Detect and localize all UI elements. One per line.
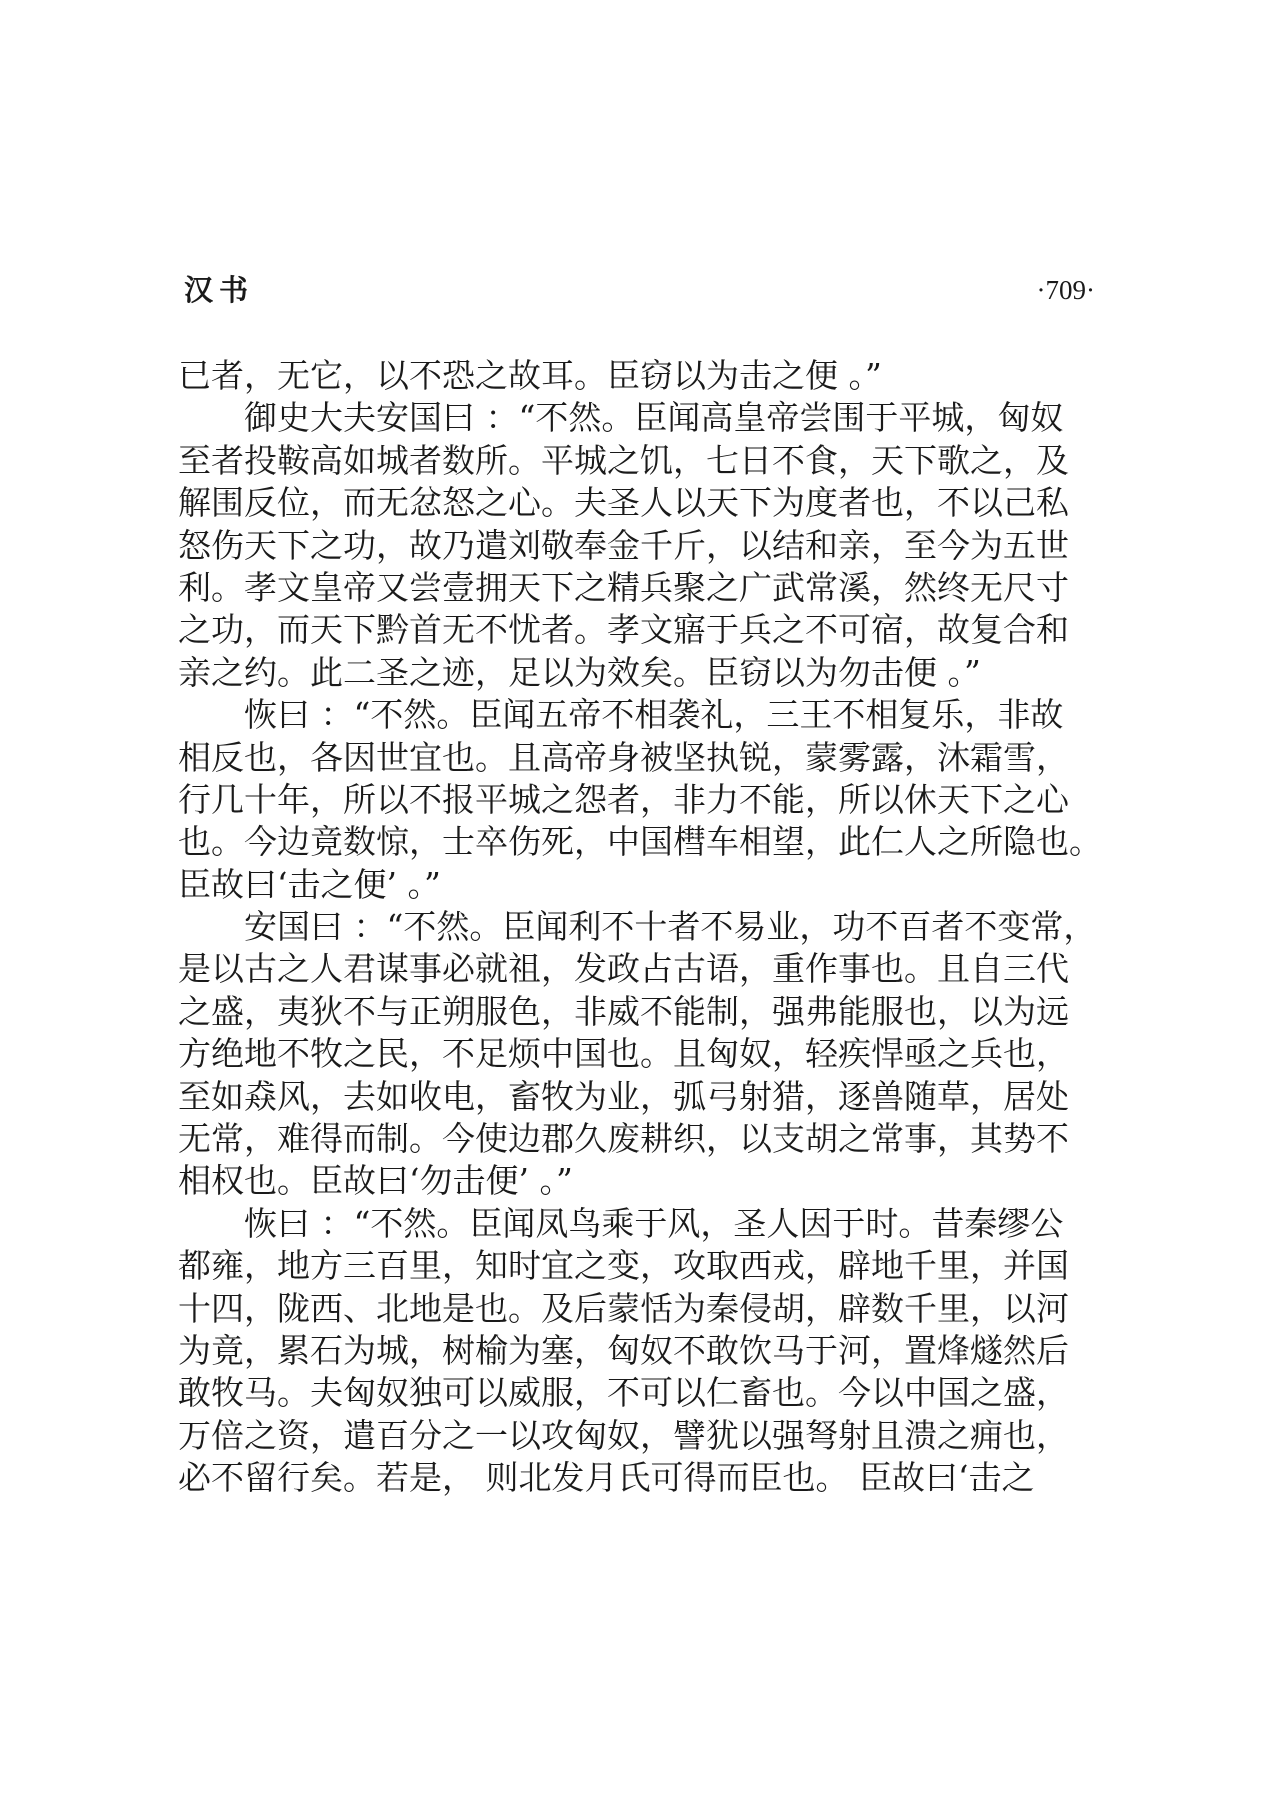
text-line: 利。孝文皇帝又尝壹拥天下之精兵聚之广武常溪，然终无尺寸 bbox=[178, 567, 1069, 607]
text-line: 怒伤天下之功，故乃遣刘敬奉金千斤，以结和亲，至今为五世 bbox=[178, 525, 1069, 565]
text-line: 至者投鞍高如城者数所。平城之饥，七日不食，天下歌之，及 bbox=[178, 440, 1069, 480]
text-line: 敢牧马。夫匈奴独可以威服，不可以仁畜也。今以中国之盛， bbox=[178, 1373, 1069, 1413]
paragraph-first-line: 恢曰 ：“不然。臣闻凤鸟乘于风，圣人因于时。昔秦缪公 bbox=[244, 1203, 1064, 1243]
text-line: 是以古之人君谋事必就祖，发政占古语，重作事也。且自三代 bbox=[178, 949, 1069, 989]
text-line: 方绝地不牧之民，不足烦中国也。且匈奴，轻疾悍亟之兵也， bbox=[178, 1034, 1069, 1074]
text-line: 之盛，夷狄不与正朔服色，非威不能制，强弗能服也，以为远 bbox=[178, 991, 1069, 1031]
text-line: 行几十年，所以不报平城之怨者，非力不能，所以休天下之心 bbox=[178, 779, 1069, 819]
text-line: 无常，难得而制。今使边郡久废耕织，以支胡之常事，其势不 bbox=[178, 1119, 1069, 1159]
running-title: 汉书 bbox=[184, 273, 255, 307]
text-line: 之功，而天下黔首无不忧者。孝文寤于兵之不可宿，故复合和 bbox=[178, 610, 1069, 650]
paragraph-first-line: 恢曰 ：“不然。臣闻五帝不相袭礼，三王不相复乐，非故 bbox=[244, 695, 1064, 735]
page-header bbox=[184, 270, 1095, 310]
text-line: 必不留行矣。若是， 则北发月氏可得而臣也。 臣故曰‘击之 bbox=[178, 1458, 1035, 1498]
text-line: 万倍之资，遣百分之一以攻匈奴，譬犹以强弩射且溃之痈也， bbox=[178, 1415, 1069, 1455]
paragraph-first-line: 安国曰 ：“不然。臣闻利不十者不易业，功不百者不变常， bbox=[244, 907, 1097, 947]
text-line: 相反也，各因世宜也。且高帝身被坚执锐，蒙雾露，沐霜雪， bbox=[178, 737, 1069, 777]
page-number: ·709· bbox=[1036, 275, 1095, 305]
text-line: 亲之约。此二圣之迹，足以为效矣。臣窃以为勿击便 。” bbox=[178, 652, 981, 692]
text-line: 已者，无它，以不恐之故耳。臣窃以为击之便 。” bbox=[178, 356, 882, 395]
text-line: 解围反位，而无忿怒之心。夫圣人以天下为度者也，不以己私 bbox=[178, 483, 1069, 523]
text-line: 为竟，累石为城，树榆为塞，匈奴不敢饮马于河，置烽燧然后 bbox=[178, 1330, 1069, 1370]
paragraph-first-line: 御史大夫安国曰 ：“不然。臣闻高皇帝尝围于平城，匈奴 bbox=[244, 398, 1064, 438]
text-line: 相权也。臣故曰‘勿击便’ 。” bbox=[178, 1161, 573, 1201]
text-line: 臣故曰‘击之便’ 。” bbox=[178, 864, 441, 904]
body-text bbox=[178, 355, 1103, 1500]
text-line: 也。今边竟数惊，士卒伤死，中国槥车相望，此仁人之所隐也。 bbox=[178, 822, 1102, 862]
text-line: 都雍，地方三百里，知时宜之变，攻取西戎，辟地千里，并国 bbox=[178, 1246, 1069, 1286]
text-line: 十四，陇西、北地是也。及后蒙恬为秦侵胡，辟数千里，以河 bbox=[178, 1288, 1069, 1328]
text-line: 至如猋风，去如收电，畜牧为业，弧弓射猎，逐兽随草，居处 bbox=[178, 1076, 1069, 1116]
